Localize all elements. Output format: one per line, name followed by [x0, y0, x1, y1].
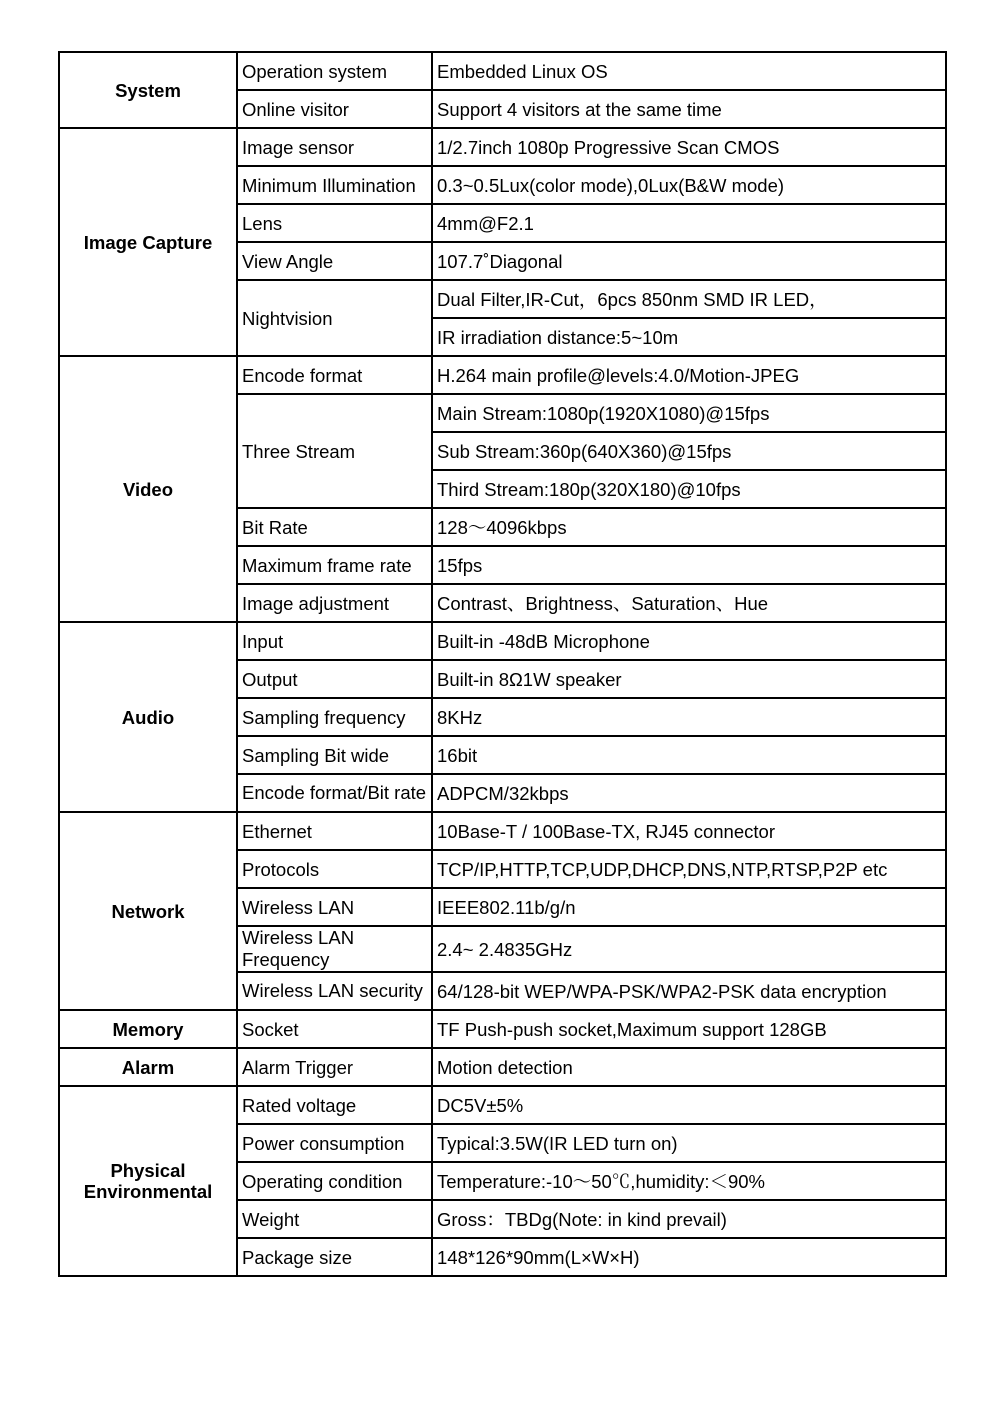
- spec-item-value: 2.4~ 2.4835GHz: [432, 926, 946, 972]
- spec-item-value: TCP/IP,HTTP,TCP,UDP,DHCP,DNS,NTP,RTSP,P2P etc: [432, 850, 946, 888]
- spec-item-label: Wireless LAN security: [237, 972, 432, 1010]
- spec-item-label: Wireless LAN: [237, 888, 432, 926]
- section-name: Physical Environmental: [59, 1086, 237, 1276]
- spec-item-value: 0.3~0.5Lux(color mode),0Lux(B&W mode): [432, 166, 946, 204]
- table-row: [59, 356, 946, 394]
- spec-item-label: Encode format/Bit rate: [237, 774, 432, 812]
- spec-item-value: 15fps: [432, 546, 946, 584]
- spec-item-label: Nightvision: [237, 280, 432, 356]
- spec-item-label: Bit Rate: [237, 508, 432, 546]
- spec-item-label: Ethernet: [237, 812, 432, 850]
- spec-item-value: H.264 main profile@levels:4.0/Motion-JPEG: [432, 356, 946, 394]
- spec-item-label: Socket: [237, 1010, 432, 1048]
- spec-table-body: [59, 52, 946, 1276]
- section-name: Alarm: [59, 1048, 237, 1086]
- spec-item-value: 1/2.7inch 1080p Progressive Scan CMOS: [432, 128, 946, 166]
- table-row: [59, 1010, 946, 1048]
- spec-table: [58, 51, 947, 1277]
- section-name: Network: [59, 812, 237, 1010]
- spec-item-label: View Angle: [237, 242, 432, 280]
- spec-item-value: Third Stream:180p(320X180)@10fps: [432, 470, 946, 508]
- spec-item-value: 107.7˚Diagonal: [432, 242, 946, 280]
- spec-item-label: Wireless LAN Frequency: [237, 926, 432, 972]
- table-row: [59, 52, 946, 90]
- spec-item-value: 128～4096kbps: [432, 508, 946, 546]
- section-name: System: [59, 52, 237, 128]
- spec-item-label: Three Stream: [237, 394, 432, 508]
- spec-item-label: Operation system: [237, 52, 432, 90]
- section-name: Audio: [59, 622, 237, 812]
- spec-item-value: 16bit: [432, 736, 946, 774]
- spec-item-value: Sub Stream:360p(640X360)@15fps: [432, 432, 946, 470]
- spec-item-label: Protocols: [237, 850, 432, 888]
- spec-item-value: Dual Filter,IR-Cut，6pcs 850nm SMD IR LED，: [432, 280, 946, 318]
- spec-item-label: Alarm Trigger: [237, 1048, 432, 1086]
- spec-item-label: Power consumption: [237, 1124, 432, 1162]
- table-row: [59, 1048, 946, 1086]
- spec-item-value: 8KHz: [432, 698, 946, 736]
- spec-item-value: 10Base-T / 100Base-TX, RJ45 connector: [432, 812, 946, 850]
- spec-item-value: Motion detection: [432, 1048, 946, 1086]
- spec-item-value: 148*126*90mm(L×W×H): [432, 1238, 946, 1276]
- spec-item-label: Operating condition: [237, 1162, 432, 1200]
- spec-item-value: ADPCM/32kbps: [432, 774, 946, 812]
- spec-item-label: Maximum frame rate: [237, 546, 432, 584]
- spec-item-value: Embedded Linux OS: [432, 52, 946, 90]
- section-name: Memory: [59, 1010, 237, 1048]
- section-name: Image Capture: [59, 128, 237, 356]
- spec-item-label: Image sensor: [237, 128, 432, 166]
- spec-item-value: DC5V±5%: [432, 1086, 946, 1124]
- spec-item-value: Gross：TBDg(Note: in kind prevail): [432, 1200, 946, 1238]
- spec-item-value: Main Stream:1080p(1920X1080)@15fps: [432, 394, 946, 432]
- spec-item-label: Output: [237, 660, 432, 698]
- section-name: Video: [59, 356, 237, 622]
- spec-item-label: Input: [237, 622, 432, 660]
- spec-item-value: TF Push-push socket,Maximum support 128GB: [432, 1010, 946, 1048]
- spec-item-label: Package size: [237, 1238, 432, 1276]
- spec-item-value: 4mm@F2.1: [432, 204, 946, 242]
- spec-item-value: Temperature:-10～50℃,humidity:＜90%: [432, 1162, 946, 1200]
- spec-item-label: Online visitor: [237, 90, 432, 128]
- spec-item-value: 64/128-bit WEP/WPA-PSK/WPA2-PSK data encryption: [432, 972, 946, 1010]
- table-row: [59, 1086, 946, 1124]
- table-row: [59, 128, 946, 166]
- table-row: [59, 622, 946, 660]
- spec-item-label: Sampling frequency: [237, 698, 432, 736]
- spec-item-label: Minimum Illumination: [237, 166, 432, 204]
- spec-item-label: Image adjustment: [237, 584, 432, 622]
- spec-item-value: IR irradiation distance:5~10m: [432, 318, 946, 356]
- spec-item-label: Weight: [237, 1200, 432, 1238]
- spec-item-label: Encode format: [237, 356, 432, 394]
- spec-item-label: Sampling Bit wide: [237, 736, 432, 774]
- spec-item-value: IEEE802.11b/g/n: [432, 888, 946, 926]
- spec-item-value: Built-in -48dB Microphone: [432, 622, 946, 660]
- spec-item-label: Rated voltage: [237, 1086, 432, 1124]
- spec-item-value: Built-in 8Ω1W speaker: [432, 660, 946, 698]
- spec-item-label: Lens: [237, 204, 432, 242]
- spec-item-value: Typical:3.5W(IR LED turn on): [432, 1124, 946, 1162]
- spec-item-value: Contrast、Brightness、Saturation、Hue: [432, 584, 946, 622]
- table-row: [59, 812, 946, 850]
- spec-item-value: Support 4 visitors at the same time: [432, 90, 946, 128]
